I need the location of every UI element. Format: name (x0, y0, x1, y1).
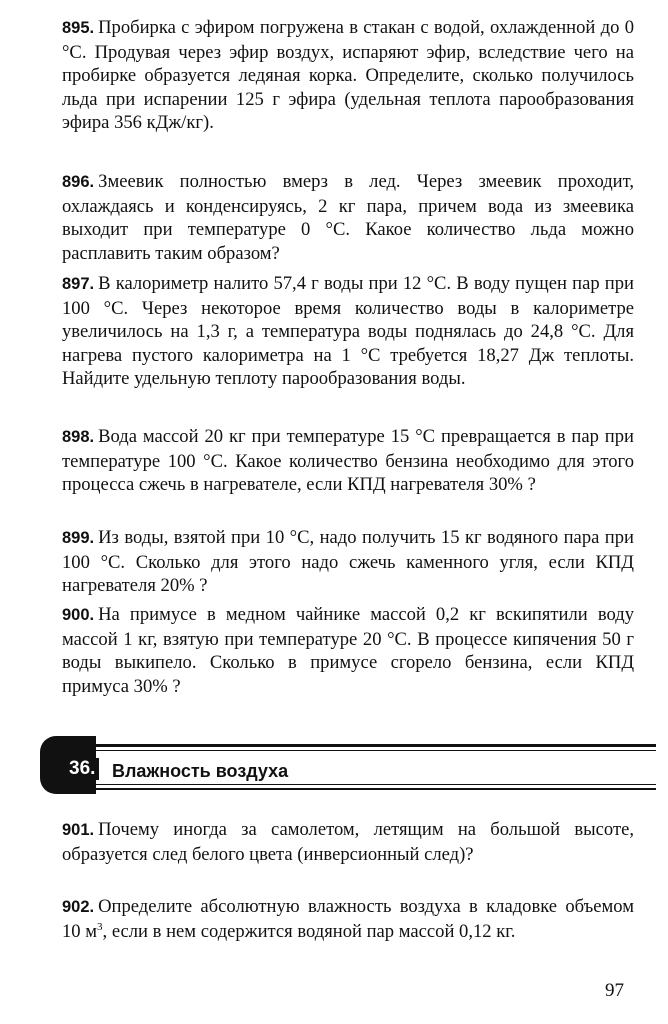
problem-text-continued: , если в нем содержится водяной пар массой 0,12 кг. (102, 920, 516, 942)
problem-text: В калориметр налито 57,4 г воды при 12 °С. В воду пущен пар при 100 °С. Через некоторое время количество воды в калориметре увеличилось на 1,3 г, а температура воды поднялась до 24,8 °С. Для нагрева пустого калориметра на 1 °С требуется 18,27 Дж теплоты. Найдите удельную теплоту парообразования воды. (62, 273, 634, 390)
problem-text: Пробирка с эфиром погружена в стакан с водой, охлажденной до 0 °С. Продувая через эфир воздух, испаряют эфир, вследствие чего на пробирке образуется ледяная корка. Определите, сколько получилось льда при испарении 125 г эфира (удельная теплота парообразования эфира 356 кДж/кг). (62, 17, 634, 134)
page-number: 97 (605, 980, 624, 1001)
problem-902 (62, 895, 634, 943)
problem-text: Из воды, взятой при 10 °С, надо получить 15 кг водяного пара при 100 °С. Сколько для этого надо сжечь каменного угля, если КПД нагревателя 20% ? (62, 527, 634, 597)
problem-901 (62, 818, 634, 866)
problem-text: На примусе в медном чайнике массой 0,2 кг вскипятили воду массой 1 кг, взятую при температуре 20 °С. В процессе кипячения 50 г воды выкипело. Сколько в примусе сгорело бензина, если КПД примуса 30% ? (62, 604, 634, 697)
problem-text: Змеевик полностью вмерз в лед. Через змеевик проходит, охлаждаясь и конденсируясь, 2 кг пара, причем вода из змеевика выходит при температуре 0 °С. Какое количество льда можно расплавить таким образом? (62, 171, 634, 264)
superscript-exponent: 3 (97, 920, 103, 933)
problem-text: Почему иногда за самолетом, летящим на большой высоте, образуется след белого цвета (инверсионный след)? (62, 819, 634, 865)
problem-900 (62, 603, 634, 698)
problem-895 (62, 16, 634, 135)
problem-number: 901. (62, 821, 95, 839)
problem-number: 900. (62, 606, 95, 624)
problem-number: 898. (62, 428, 95, 446)
section-number: 36. (65, 758, 99, 780)
header-rule-bottom (96, 788, 656, 790)
problem-899 (62, 526, 634, 598)
problem-number: 897. (62, 275, 95, 293)
problem-number: 899. (62, 529, 95, 547)
section-header (34, 736, 656, 796)
problem-number: 895. (62, 19, 95, 37)
problem-number: 896. (62, 173, 95, 191)
problem-896 (62, 170, 634, 265)
problem-898 (62, 425, 634, 497)
problem-text: Вода массой 20 кг при температуре 15 °С превращается в пар при температуре 100 °С. Какое количество бензина необходимо для этого процесса сжечь в нагревателе, если КПД нагревателя 30% ? (62, 426, 634, 496)
problem-number: 902. (62, 898, 95, 916)
header-rule-top (96, 744, 656, 747)
problem-text: Определите абсолютную влажность воздуха в кладовке объемом 10 м (62, 896, 634, 942)
problem-897 (62, 272, 634, 391)
section-title: Влажность воздуха (112, 761, 289, 781)
header-rule-bottom-thin (96, 784, 656, 785)
header-rule-top-thin (96, 750, 656, 751)
